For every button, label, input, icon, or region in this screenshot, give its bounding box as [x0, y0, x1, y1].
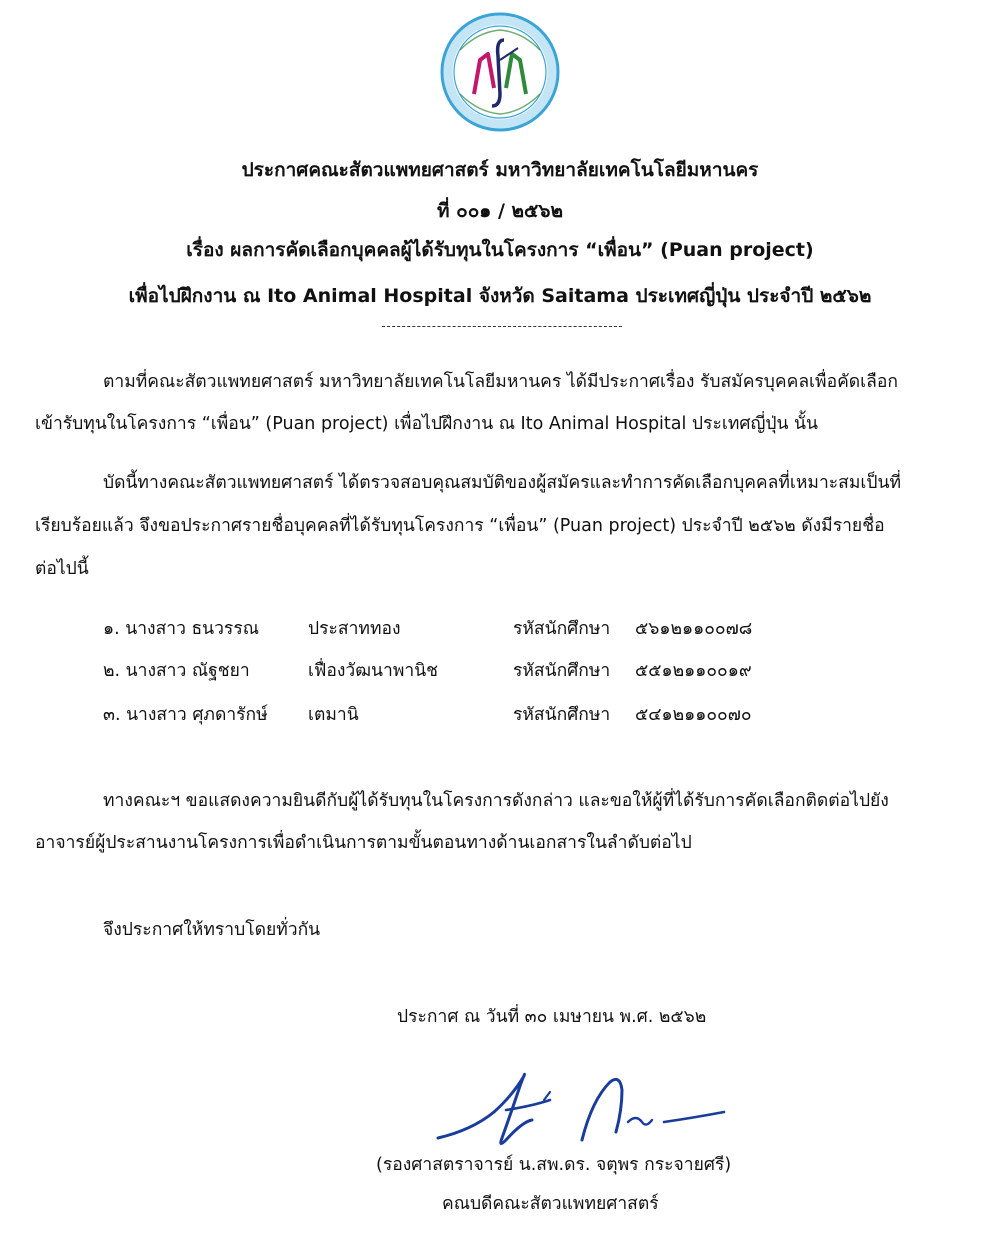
closing-statement: จึงประกาศให้ทราบโดยทั่วกัน [103, 920, 321, 940]
list-item [103, 616, 803, 642]
handwritten-signature [432, 1060, 732, 1160]
signatory-name: (รองศาสตราจารย์ น.สพ.ดร. จตุพร กระจายศรี) [376, 1155, 732, 1175]
paragraph-2-line-3: ต่อไปนี้ [35, 559, 89, 579]
announcement-subject: เรื่อง ผลการคัดเลือกบุคคลผู้ได้รับทุนในโครงการ “เพื่อน” (Puan project) [186, 239, 814, 261]
student-id-label: รหัสนักศึกษา [513, 661, 611, 681]
faculty-seal-logo [438, 10, 562, 134]
student-id: ๕๔๑๒๑๑๐๐๗๐ [635, 705, 752, 725]
list-item [103, 702, 803, 728]
list-item [103, 658, 803, 684]
paragraph-1-line-2: เข้ารับทุนในโครงการ “เพื่อน” (Puan project) เพื่อไปฝึกงาน ณ Ito Animal Hospital ประเทศญี่ปุ่น นั้น [35, 414, 818, 434]
recipient-first-name: ๒. นางสาว ณัฐชยา [103, 661, 250, 681]
student-id-label: รหัสนักศึกษา [513, 705, 611, 725]
announcement-date: ประกาศ ณ วันที่ ๓๐ เมษายน พ.ศ. ๒๕๖๒ [397, 1007, 707, 1027]
header-divider [382, 326, 622, 327]
signatory-title: คณบดีคณะสัตวแพทยศาสตร์ [442, 1194, 659, 1214]
recipient-last-name: เฟื่องวัฒนาพานิช [308, 661, 439, 681]
recipient-first-name: ๓. นางสาว ศุภดารักษ์ [103, 705, 268, 725]
paragraph-2-line-2: เรียบร้อยแล้ว จึงขอประกาศรายชื่อบุคคลที่ได้รับทุนโครงการ “เพื่อน” (Puan project) ประจำปี ๒๕๖๒ ดังมีรายชื่อ [35, 516, 885, 536]
student-id: ๕๖๑๒๑๑๐๐๗๘ [635, 619, 753, 639]
paragraph-3-line-2: อาจารย์ผู้ประสานงานโครงการเพื่อดำเนินการตามขั้นตอนทางด้านเอกสารในลำดับต่อไป [35, 833, 692, 853]
recipient-last-name: ประสาททอง [308, 619, 401, 639]
recipient-last-name: เตมานิ [308, 705, 359, 725]
student-id: ๕๕๑๒๑๑๐๐๑๙ [635, 661, 752, 681]
paragraph-1-line-1: ตามที่คณะสัตวแพทยศาสตร์ มหาวิทยาลัยเทคโนโลยีมหานคร ได้มีประกาศเรื่อง รับสมัครบุคคลเพื่อคัดเลือก [103, 372, 898, 392]
paragraph-3-line-1: ทางคณะฯ ขอแสดงความยินดีกับผู้ได้รับทุนในโครงการดังกล่าว และขอให้ผู้ที่ได้รับการคัดเลือกติดต่อไปยัง [103, 791, 889, 811]
announcement-number: ที่ ๐๐๑ / ๒๕๖๒ [436, 200, 564, 222]
student-id-label: รหัสนักศึกษา [513, 619, 611, 639]
paragraph-2-line-1: บัดนี้ทางคณะสัตวแพทยศาสตร์ ได้ตรวจสอบคุณสมบัติของผู้สมัครและทำการคัดเลือกบุคคลที่เหมาะสมเป็นที่ [103, 473, 901, 493]
announcement-issuer: ประกาศคณะสัตวแพทยศาสตร์ มหาวิทยาลัยเทคโนโลยีมหานคร [241, 159, 759, 181]
recipient-first-name: ๑. นางสาว ธนวรรณ [103, 619, 259, 639]
announcement-subject-continued: เพื่อไปฝึกงาน ณ Ito Animal Hospital จังหวัด Saitama ประเทศญี่ปุ่น ประจำปี ๒๕๖๒ [128, 285, 872, 307]
